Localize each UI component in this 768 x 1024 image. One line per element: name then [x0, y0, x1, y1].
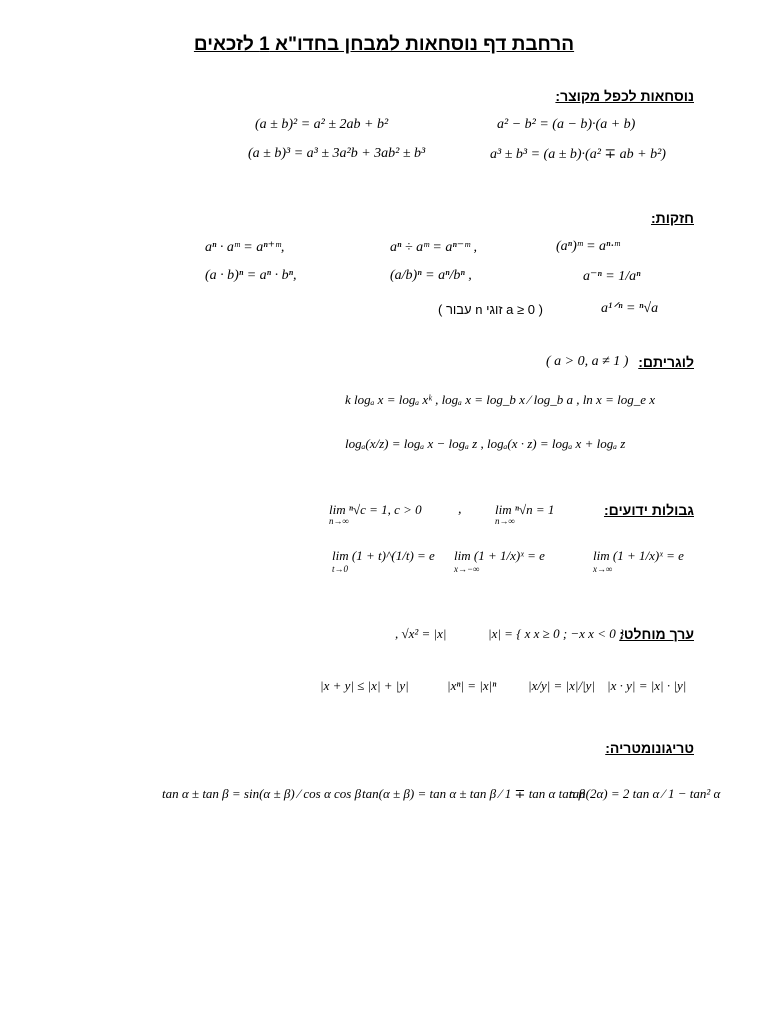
limit-subscript-5: x→∞ [593, 564, 613, 574]
formula-power-quotient: aⁿ ÷ aᵐ = aⁿ⁻ᵐ , [390, 240, 478, 255]
formula-root-power: a¹ᐟⁿ = ⁿ√a [601, 301, 659, 316]
formula-square-of-sum: (a ± b)² = a² ± 2ab + b² [255, 117, 389, 132]
formula-limit-root-n: lim ⁿ√n = 1 [495, 502, 555, 517]
log-condition: ( a > 0, a ≠ 1 ) [546, 354, 629, 369]
formula-negative-power: a⁻ⁿ = 1/aⁿ [583, 269, 641, 284]
formula-limit-t: lim (1 + t)^(1/t) = e [332, 548, 435, 563]
formula-limit-minus-infinity: lim (1 + 1/x)ˣ = e [454, 548, 545, 563]
heading-known-limits: גבולות ידועים: [603, 502, 694, 518]
formula-cube-of-sum: (a ± b)³ = a³ ± 3a²b + 3ab² ± b³ [248, 146, 426, 161]
formula-sqrt-square: , √x² = |x| [395, 626, 447, 641]
formula-log-rules-2: logₐ(x/z) = logₐ x − logₐ z , logₐ(x · z) = logₐ x + logₐ z [345, 436, 626, 451]
formula-difference-of-squares: a² − b² = (a − b)·(a + b) [497, 117, 636, 132]
formula-abs-quotient: |x/y| = |x|/|y| [528, 678, 596, 693]
formula-tan-double: tan(2α) = 2 tan α ⁄ 1 − tan² α [569, 786, 721, 801]
powers-note: ( a ≥ 0 זוגי n עבור ) [438, 302, 543, 317]
formula-fraction-power: (a/b)ⁿ = aⁿ/bⁿ , [390, 268, 472, 283]
heading-logarithm: לוגריתם: [638, 354, 694, 370]
page-title: הרחבת דף נוסחאות למבחן בחדו"א 1 לזכאים [193, 34, 575, 55]
formula-product-power: (a · b)ⁿ = aⁿ · bⁿ, [205, 268, 297, 283]
limit-subscript-3: t→0 [332, 564, 349, 574]
formula-abs-definition: |x| = { x x ≥ 0 ; −x x < 0 } [488, 626, 625, 641]
formula-power-of-power: (aⁿ)ᵐ = aⁿ·ᵐ [556, 239, 620, 254]
formula-triangle-inequality: |x + y| ≤ |x| + |y| [320, 678, 409, 693]
formula-log-rules-1: k logₐ x = logₐ xᵏ , logₐ x = log_b x ⁄ log_b a , ln x = log_e x [345, 392, 655, 407]
limit-subscript-2: n→∞ [495, 516, 515, 526]
limit-subscript-4: x→−∞ [454, 564, 480, 574]
formula-sum-of-cubes: a³ ± b³ = (a ± b)·(a² ∓ ab + b²) [490, 147, 666, 162]
formula-limit-infinity: lim (1 + 1/x)ˣ = e [593, 548, 684, 563]
formula-tan-of-sum: tan(α ± β) = tan α ± tan β ⁄ 1 ∓ tan α tan β [362, 786, 585, 801]
heading-trigonometry: טריגונומטריה: [605, 740, 694, 756]
formula-abs-product: |x · y| = |x| · |y| [607, 678, 687, 693]
limit-subscript-1: n→∞ [329, 516, 349, 526]
formula-abs-power: |xⁿ| = |x|ⁿ [447, 678, 497, 693]
formula-power-product: aⁿ · aᵐ = aⁿ⁺ᵐ, [205, 240, 285, 255]
formula-limit-root-c: lim ⁿ√c = 1, c > 0 [329, 502, 422, 517]
heading-absolute-value: ערך מוחלט: [619, 626, 694, 642]
heading-powers: חזקות: [650, 210, 694, 226]
heading-short-multiplication: נוסחאות לכפל מקוצר: [555, 88, 694, 104]
formula-tan-sum: tan α ± tan β = sin(α ± β) ⁄ cos α cos β [162, 786, 362, 801]
separator-comma-1: , [458, 502, 462, 517]
